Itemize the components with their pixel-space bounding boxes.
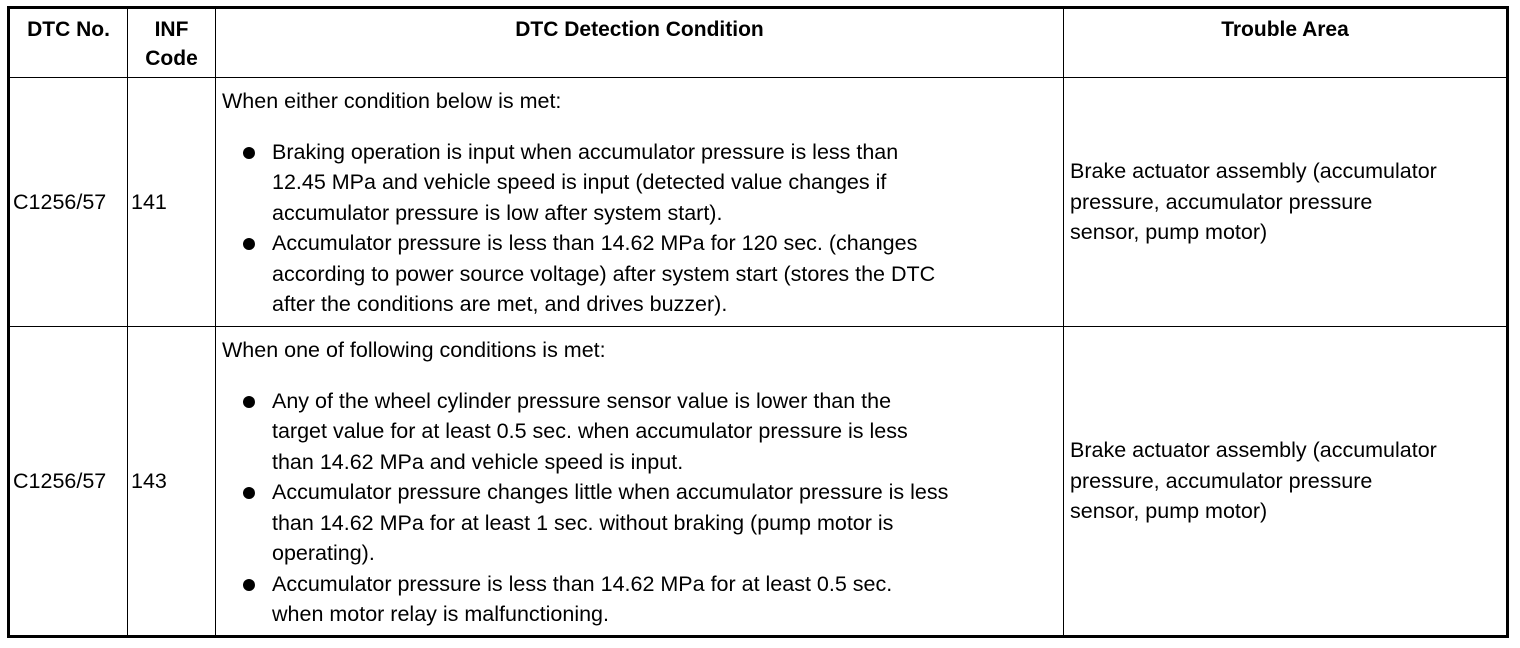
condition-line: operating). xyxy=(272,541,375,565)
dtc-number: C1256/57 xyxy=(9,327,128,637)
condition-line: Braking operation is input when accumulator pressure is less than xyxy=(272,139,899,164)
header-condition: DTC Detection Condition xyxy=(216,8,1064,78)
condition-line: Any of the wheel cylinder pressure sensor value is lower than the xyxy=(272,388,892,413)
trouble-area-line: pressure, accumulator pressure xyxy=(1070,468,1373,493)
condition-line: Accumulator pressure is less than 14.62 MPa for 120 sec. (changes xyxy=(272,231,918,255)
condition-line: 12.45 MPa and vehicle speed is input (detected value changes if xyxy=(272,170,887,194)
condition-line: than 14.62 MPa for at least 1 sec. without braking (pump motor is xyxy=(272,510,894,535)
bullet-icon xyxy=(243,396,255,408)
detection-condition xyxy=(216,327,1064,637)
condition-line: according to power source voltage) after system start (stores the DTC xyxy=(272,261,936,286)
header-inf-code-line2: Code xyxy=(145,47,198,70)
inf-code: 141 xyxy=(128,78,216,327)
condition-lead: When either condition below is met: xyxy=(222,89,562,113)
condition-item xyxy=(222,137,1057,229)
header-inf-code-line1: INF xyxy=(154,18,189,41)
condition-line: than 14.62 MPa and vehicle speed is input. xyxy=(272,449,684,474)
bullet-icon xyxy=(243,147,255,159)
header-row xyxy=(9,8,1508,78)
trouble-area-line: sensor, pump motor) xyxy=(1070,499,1268,524)
condition-list xyxy=(222,137,1057,320)
condition-lead: When one of following conditions is met: xyxy=(222,338,606,362)
condition-item xyxy=(222,477,1057,569)
dtc-table xyxy=(7,6,1509,638)
condition-line: when motor relay is malfunctioning. xyxy=(272,602,609,626)
dtc-number: C1256/57 xyxy=(9,78,128,327)
bullet-icon xyxy=(243,579,255,591)
detection-condition xyxy=(216,78,1064,327)
condition-item xyxy=(222,569,1057,630)
trouble-area-line: sensor, pump motor) xyxy=(1070,220,1268,245)
bullet-icon xyxy=(243,487,255,499)
inf-code: 143 xyxy=(128,327,216,637)
condition-line: Accumulator pressure changes little when accumulator pressure is less xyxy=(272,480,949,504)
trouble-area xyxy=(1064,327,1508,637)
trouble-area xyxy=(1064,78,1508,327)
table-row xyxy=(9,327,1508,637)
bullet-icon xyxy=(243,238,255,250)
trouble-area-line: Brake actuator assembly (accumulator xyxy=(1070,159,1437,184)
condition-line: after the conditions are met, and drives buzzer). xyxy=(272,292,728,316)
condition-line: Accumulator pressure is less than 14.62 MPa for at least 0.5 sec. xyxy=(272,571,893,596)
condition-list xyxy=(222,386,1057,630)
header-inf-code xyxy=(128,8,216,78)
condition-line: target value for at least 0.5 sec. when accumulator pressure is less xyxy=(272,419,908,443)
header-dtc-no: DTC No. xyxy=(9,8,128,78)
condition-line: accumulator pressure is low after system start). xyxy=(272,200,723,225)
table-row xyxy=(9,78,1508,327)
condition-item xyxy=(222,228,1057,320)
condition-item xyxy=(222,386,1057,478)
header-trouble-area: Trouble Area xyxy=(1064,8,1508,78)
trouble-area-line: Brake actuator assembly (accumulator xyxy=(1070,438,1437,463)
trouble-area-line: pressure, accumulator pressure xyxy=(1070,189,1373,214)
